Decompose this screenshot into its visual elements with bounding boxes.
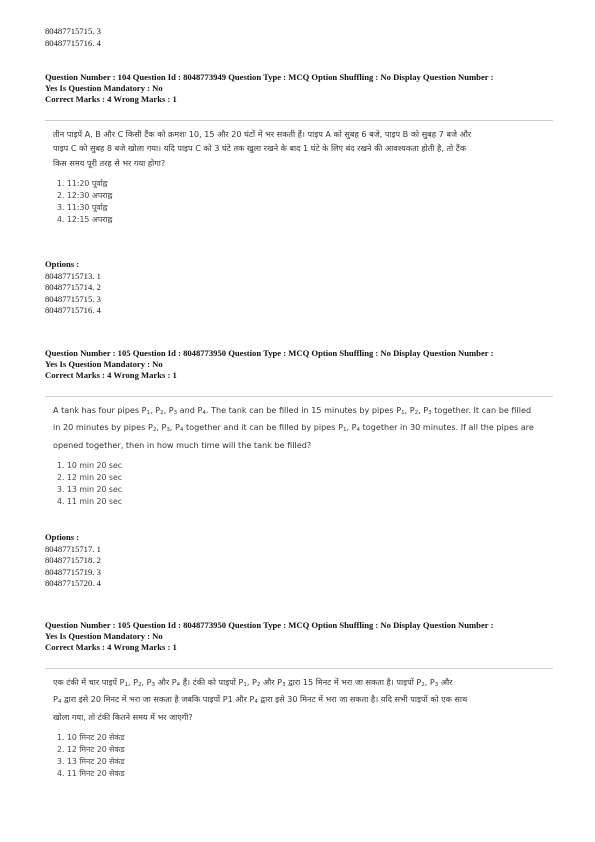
- question-104-header: Question Number : 104 Question Id : 8048773949 Question Type : MCQ Option Shuffling : No Display Question Number : Yes Is Question Mandatory : No Correct Marks : 4 Wrong Marks : 1: [45, 72, 494, 105]
- answer-choice: 4. 11 मिनट 20 सेकंड: [57, 769, 125, 779]
- answer-choices: [53, 460, 548, 508]
- top-options: [0, 26, 595, 49]
- answer-choices: [53, 732, 548, 780]
- question-text: एक टंकी में चार पाइपें $P_1$, $P_2$, $P_3$ और $P_4$ हैं। टंकी को पाइपों $P_1$, $P_2$ और $P_3$ द्वारा 15 मिनट में भरा जा सकता है। पाइपों $P_2$, $P_3$ और: [53, 677, 453, 688]
- answer-choice: 4. 12:15 अपराह्न: [57, 215, 113, 225]
- option-line: 80487715715. 3: [45, 293, 101, 304]
- question-divider: [45, 668, 553, 669]
- question-text: $P_4$ द्वारा इसे 20 मिनट में भरा जा सकता है जबकि पाइपों P1 और $P_4$ द्वारा इसे 30 मिनट में भरा जा सकता है। यदि सभी पाइपों को एक साथ: [53, 694, 468, 706]
- option-line: 80487715720. 4: [45, 578, 101, 589]
- question-text: A tank has four pipes $P_1$, $P_2$, $P_3$ and $P_4$. The tank can be filled in 15 minutes by pipes $P_1$, $P_2$, $P_3$ together. It can be filled: [53, 405, 532, 416]
- answer-choice: 3. 13 मिनट 20 सेकंड: [57, 757, 125, 767]
- option-line: 80487715713. 1: [45, 270, 101, 281]
- answer-choice: 4. 11 min 20 sec: [57, 497, 123, 507]
- question-text: तीन पाइपें A, B और C किसी टैंक को क्रमशः 10, 15 और 20 घंटों में भर सकती हैं। पाइप A को सुबह 6 बजे, पाइप B को सुबह 7 बजे और: [53, 129, 472, 139]
- question-text: opened together, then in how much time will the tank be filled?: [53, 439, 312, 450]
- question-text: किस समय पूरी तरह से भर गया होगा?: [53, 157, 166, 168]
- answer-choice: 1. 10 min 20 sec: [57, 460, 123, 470]
- answer-choice: 2. 12:30 अपराह्न: [57, 190, 113, 200]
- answer-choices: [53, 178, 548, 226]
- answer-choice: 3. 13 min 20 sec: [57, 485, 123, 495]
- answer-choice: 1. 11:20 पूर्वाह्न: [57, 178, 108, 188]
- answer-choice: 1. 10 मिनट 20 सेकंड: [57, 732, 125, 742]
- answer-choice: 2. 12 min 20 sec: [57, 472, 123, 482]
- question-divider: [45, 396, 553, 397]
- question-104-body: [53, 127, 548, 226]
- option-line: 80487715716. 4: [45, 305, 101, 316]
- question-105-en-header: Question Number : 105 Question Id : 8048773950 Question Type : MCQ Option Shuffling : No Display Question Number : Yes Is Question Mandatory : No Correct Marks : 4 Wrong Marks : 1: [45, 348, 494, 381]
- option-line: 80487715719. 3: [45, 566, 101, 577]
- question-105-en-options: [0, 532, 595, 590]
- question-105-hi-header: Question Number : 105 Question Id : 8048773950 Question Type : MCQ Option Shuffling : No Display Question Number : Yes Is Question Mandatory : No Correct Marks : 4 Wrong Marks : 1: [45, 620, 494, 653]
- options-label: Options :: [45, 259, 80, 269]
- question-105-hi-body: [53, 675, 548, 780]
- option-line: 80487715715. 3: [45, 26, 101, 36]
- option-line: 80487715716. 4: [45, 37, 101, 48]
- option-line: 80487715714. 2: [45, 282, 101, 293]
- question-text: in 20 minutes by pipes $P_2$, $P_3$, $P_4$ together and it can be filled by pipes $P_1$, $P_4$ together in 30 minutes. If all the pipes are: [53, 422, 534, 434]
- answer-choice: 2. 12 मिनट 20 सेकंड: [57, 744, 125, 754]
- question-divider: [45, 120, 553, 121]
- question-104-options: [0, 259, 595, 317]
- answer-choice: 3. 11:30 पूर्वाह्न: [57, 203, 108, 213]
- option-line: 80487715718. 2: [45, 555, 101, 566]
- option-line: 80487715717. 1: [45, 543, 101, 554]
- question-105-en-body: [53, 403, 548, 508]
- question-text: पाइप C को सुबह 8 बजे खोला गया। यदि पाइप C को 3 घंटे तक खुला रखने के बाद 1 घंटे के लिए बंद रखने की आवश्यकता होती है, तो टैंक: [53, 143, 467, 154]
- options-label: Options :: [45, 532, 80, 542]
- question-text: खोला गया, तो टंकी कितने समय में भर जाएगी?: [53, 711, 193, 722]
